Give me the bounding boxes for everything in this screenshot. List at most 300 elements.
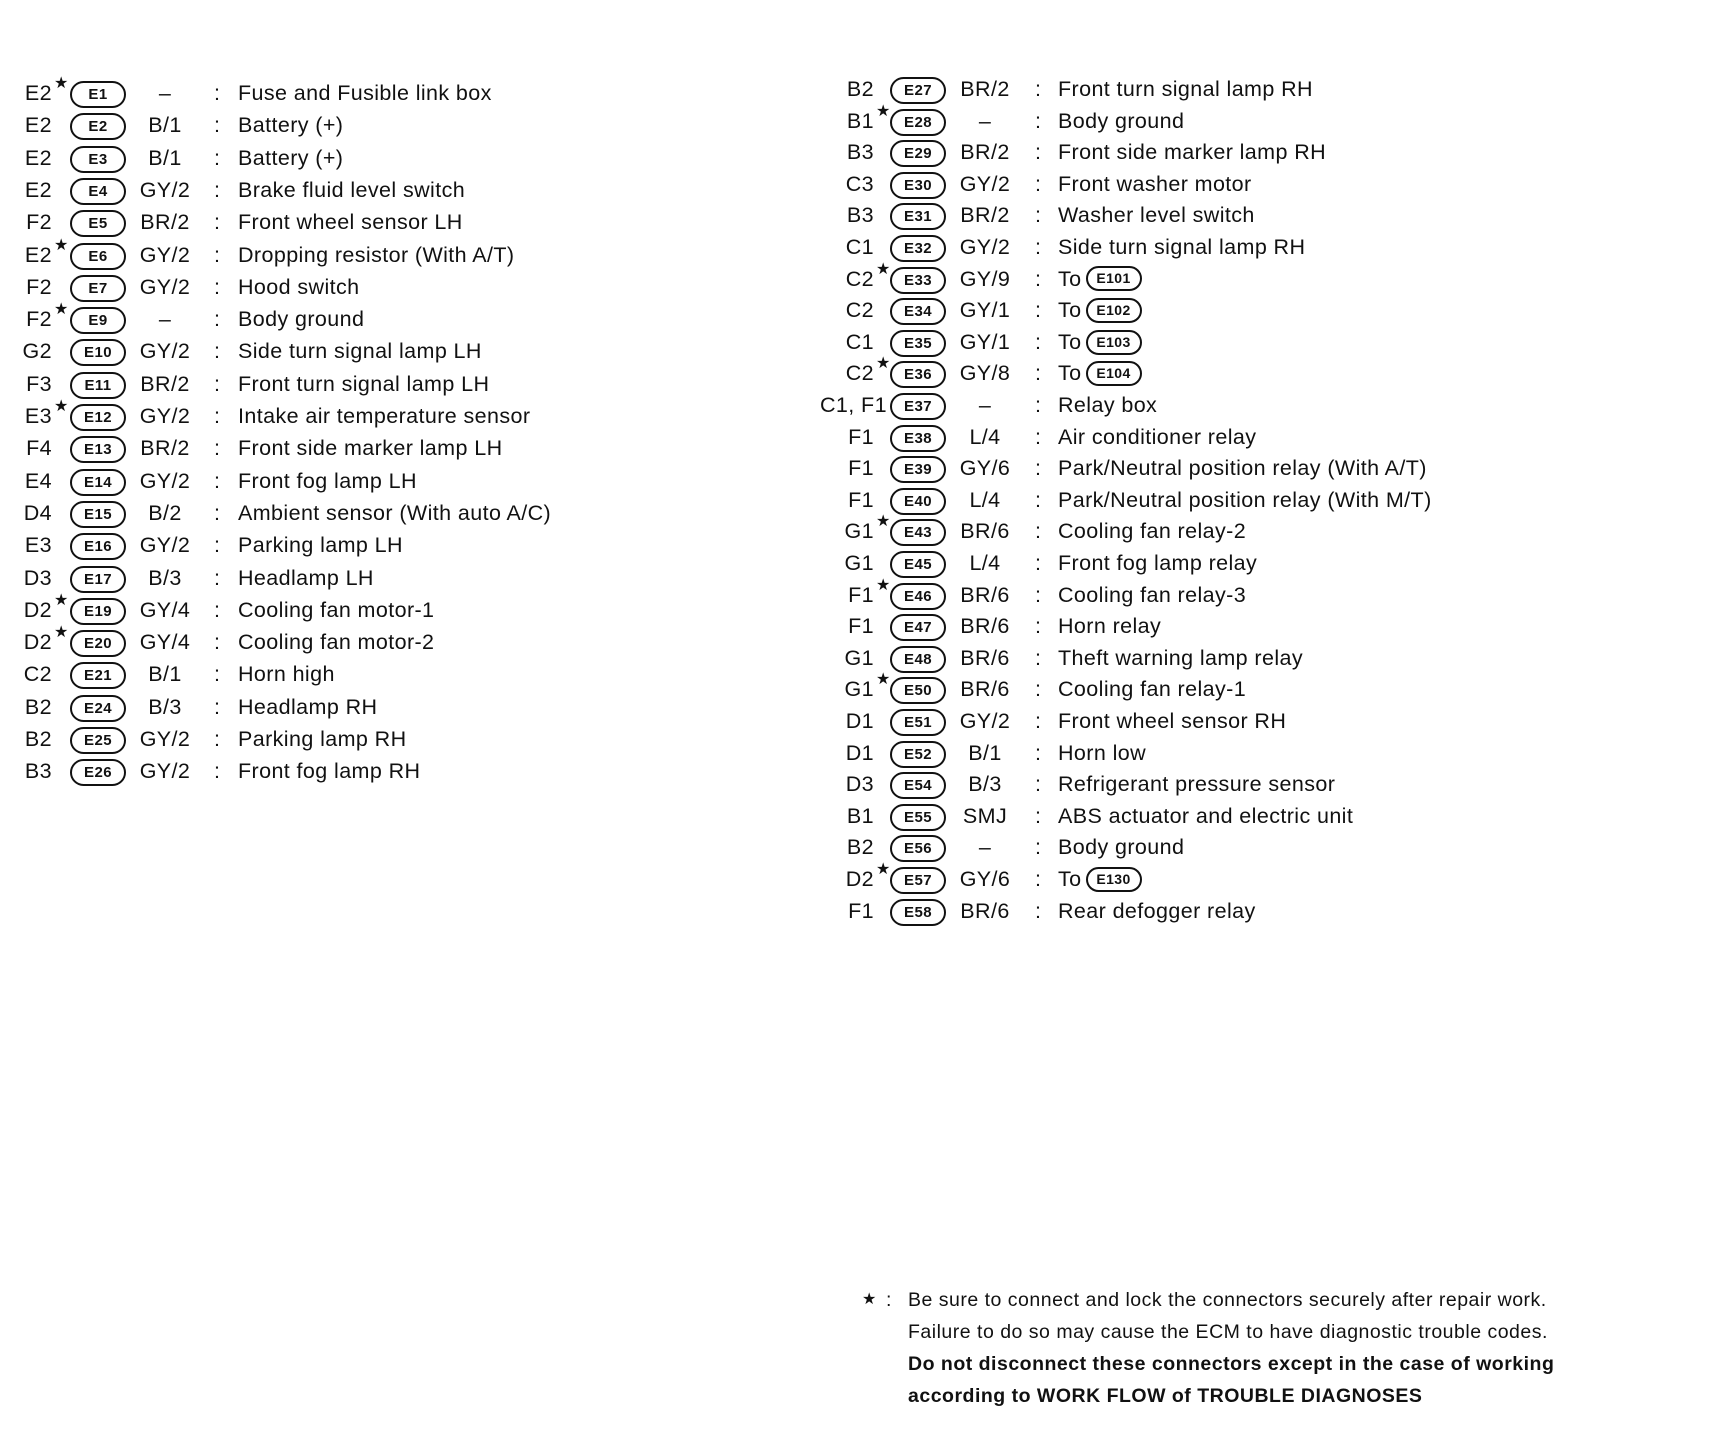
connector-badge: E2 (70, 113, 126, 140)
grid-location: B1 (846, 108, 874, 133)
connector-description (1058, 611, 1161, 641)
connector-description (238, 692, 377, 722)
connector-description (238, 369, 489, 399)
description-text: Air conditioner relay (1058, 424, 1257, 449)
connector-type: GY/2 (139, 468, 191, 493)
connector-description (1058, 169, 1252, 199)
connector-badge: E45 (890, 551, 946, 578)
connector-description (1058, 200, 1255, 230)
connector-badge: E6 (70, 243, 126, 270)
connector-type: GY/4 (139, 630, 191, 655)
grid-location: F2 (26, 307, 52, 332)
target-connector-badge: E103 (1086, 330, 1142, 355)
description-text: Park/Neutral position relay (With M/T) (1058, 487, 1432, 512)
connector-badge: E43 (890, 519, 946, 546)
connector-description (1058, 485, 1432, 515)
footnote-line-1: Be sure to connect and lock the connectors securely after repair work. (908, 1289, 1547, 1311)
separator-colon: : (1035, 740, 1042, 765)
separator-colon: : (1035, 77, 1042, 101)
connector-type: BR/2 (960, 203, 1010, 228)
grid-location: F1 (848, 582, 874, 607)
grid-location: F3 (26, 371, 52, 396)
description-text: Front turn signal lamp RH (1058, 77, 1313, 101)
grid-location: B3 (846, 140, 874, 165)
separator-colon: : (1035, 329, 1042, 354)
connector-badge: E36 (890, 361, 946, 388)
connector-badge: E12 (70, 404, 126, 431)
separator-colon: : (214, 727, 221, 751)
grid-location: E2 (24, 81, 52, 105)
connector-description (1058, 769, 1335, 799)
separator-colon: : (1035, 108, 1042, 133)
connector-description (1058, 738, 1146, 768)
connector-type: B/2 (148, 500, 182, 525)
connector-badge: E3 (70, 146, 126, 173)
footnote-line-4: according to WORK FLOW of TROUBLE DIAGNOSES (908, 1385, 1423, 1407)
connector-badge: E4 (70, 178, 126, 205)
star-icon: ★ (876, 861, 891, 878)
connector-badge: E30 (890, 172, 946, 199)
description-text: To (1058, 867, 1082, 891)
connector-type: BR/2 (960, 140, 1010, 165)
separator-colon: : (214, 307, 221, 332)
separator-colon: : (214, 565, 221, 590)
star-icon: ★ (54, 75, 69, 92)
connector-description (1058, 580, 1246, 610)
connector-type: BR/6 (960, 645, 1010, 670)
connector-type: GY/1 (959, 298, 1011, 323)
description-text: Brake fluid level switch (238, 177, 466, 202)
description-text: Park/Neutral position relay (With A/T) (1058, 456, 1427, 481)
separator-colon: : (214, 759, 221, 784)
description-text: Rear defogger relay (1058, 898, 1256, 923)
connector-badge: E31 (890, 203, 946, 230)
connector-badge: E48 (890, 646, 946, 673)
grid-location: B3 (846, 203, 874, 228)
connector-description (238, 595, 434, 625)
star-icon: ★ (54, 591, 69, 609)
connector-badge: E55 (890, 804, 946, 831)
description-text: Front side marker lamp RH (1058, 140, 1327, 165)
separator-colon: : (214, 404, 221, 428)
connector-type: – (978, 108, 992, 133)
separator-colon: : (1035, 835, 1042, 860)
separator-colon: : (1035, 456, 1042, 481)
connector-type: GY/6 (959, 456, 1011, 481)
connector-badge: E13 (70, 436, 126, 463)
connector-description (1058, 548, 1257, 578)
connector-description (238, 304, 364, 334)
connector-badge: E9 (70, 307, 126, 334)
connector-description (238, 272, 360, 302)
connector-type: GY/2 (139, 727, 191, 751)
separator-colon: : (214, 500, 221, 525)
connector-badge: E21 (70, 662, 126, 689)
connector-badge: E15 (70, 501, 126, 528)
grid-location: D2 (845, 867, 874, 891)
connector-description (1058, 801, 1353, 831)
connector-type: GY/2 (139, 339, 191, 364)
connector-type: B/3 (968, 772, 1002, 797)
connector-badge: E56 (890, 835, 946, 862)
grid-location: C2 (845, 266, 874, 291)
connector-description (238, 466, 417, 496)
connector-badge: E1 (70, 81, 126, 108)
connector-type: B/3 (148, 565, 182, 590)
separator-colon: : (1035, 487, 1042, 512)
connector-badge: E58 (890, 899, 946, 926)
separator-colon: : (1035, 266, 1042, 291)
connector-type: GY/6 (959, 867, 1011, 891)
connector-description (1058, 643, 1303, 673)
separator-colon: : (1035, 614, 1042, 639)
star-icon: ★ (862, 1291, 877, 1308)
grid-location: F1 (848, 614, 874, 639)
target-connector-badge: E104 (1086, 361, 1142, 386)
connector-type: GY/8 (959, 361, 1011, 386)
connector-badge: E14 (70, 469, 126, 496)
connector-description (1058, 453, 1427, 483)
grid-location: B3 (24, 759, 52, 784)
connector-badge: E33 (890, 267, 946, 294)
connector-badge: E54 (890, 772, 946, 799)
grid-location: C2 (845, 298, 874, 323)
description-text: Ambient sensor (With auto A/C) (238, 500, 552, 525)
separator-colon: : (214, 371, 221, 396)
separator-colon: : (1035, 393, 1042, 417)
connector-description (1058, 832, 1184, 862)
description-text: Hood switch (238, 274, 360, 299)
description-text: Fuse and Fusible link box (238, 81, 492, 105)
description-text: Front washer motor (1058, 171, 1252, 196)
separator-colon: : (214, 436, 221, 461)
description-text: Side turn signal lamp RH (1058, 235, 1306, 259)
description-text: To (1058, 298, 1082, 323)
separator-colon: : (214, 662, 221, 687)
connector-type: BR/2 (140, 371, 190, 396)
connector-badge: E25 (70, 727, 126, 754)
description-text: Body ground (1058, 835, 1185, 860)
connector-type: GY/2 (959, 709, 1011, 733)
description-text: To (1058, 329, 1082, 354)
connector-type: B/1 (148, 113, 182, 138)
separator-colon: : (1035, 298, 1042, 323)
connector-description (1058, 674, 1246, 704)
connector-type: GY/2 (139, 274, 191, 299)
separator-colon: : (1035, 898, 1042, 923)
connector-badge: E35 (890, 330, 946, 357)
connector-description (1058, 390, 1157, 420)
grid-location: C1 (845, 235, 874, 259)
separator-colon: : (1035, 424, 1042, 449)
connector-badge: E29 (890, 140, 946, 167)
grid-location: E3 (24, 404, 52, 428)
grid-location: F1 (848, 487, 874, 512)
star-icon: ★ (54, 301, 69, 319)
grid-location: G2 (22, 339, 52, 364)
separator-colon: : (1035, 867, 1042, 891)
description-text: Body ground (238, 307, 365, 332)
connector-badge: E10 (70, 339, 126, 366)
connector-description (1058, 706, 1286, 736)
connector-badge: E37 (890, 393, 946, 420)
description-text: Headlamp LH (238, 565, 374, 590)
grid-location: G1 (844, 519, 874, 544)
separator-colon: : (214, 597, 221, 622)
connector-description (238, 498, 551, 528)
star-icon: ★ (876, 102, 891, 120)
description-text: Battery (+) (238, 145, 344, 170)
footnote-line-3: Do not disconnect these connectors except in the case of working (908, 1353, 1555, 1375)
connector-badge: E5 (70, 210, 126, 237)
grid-location: C1 (845, 329, 874, 354)
separator-colon: : (214, 81, 221, 105)
separator-colon: : (1035, 551, 1042, 575)
connector-badge: E7 (70, 275, 126, 302)
separator-colon: : (214, 694, 221, 719)
connector-badge: E26 (70, 759, 126, 786)
description-text: Front side marker lamp LH (238, 436, 503, 461)
connector-type: GY/2 (139, 533, 191, 558)
description-text: Theft warning lamp relay (1058, 645, 1304, 670)
connector-type: L/4 (969, 551, 1001, 575)
grid-location: C1, F1 (820, 393, 887, 417)
connector-badge: E52 (890, 741, 946, 768)
grid-location: E2 (24, 145, 52, 170)
description-text: Cooling fan motor-2 (238, 630, 435, 655)
connector-type: B/1 (148, 145, 182, 170)
connector-description (238, 240, 514, 270)
connector-type: – (978, 393, 992, 417)
connector-description (238, 143, 343, 173)
connector-description (238, 433, 503, 463)
separator-colon: : (1035, 519, 1042, 544)
connector-type: BR/2 (140, 436, 190, 461)
grid-location: B2 (24, 694, 52, 719)
star-icon: ★ (876, 513, 891, 531)
description-text: Front wheel sensor RH (1058, 709, 1287, 733)
connector-description (1058, 295, 1142, 325)
connector-description (1058, 264, 1142, 294)
connector-type: GY/2 (139, 404, 191, 428)
connector-description (238, 756, 420, 786)
grid-location: D1 (845, 740, 874, 765)
connector-description (1058, 74, 1313, 104)
connector-description (1058, 864, 1142, 894)
separator-colon: : (1035, 709, 1042, 733)
grid-location: C2 (845, 361, 874, 386)
connector-description (1058, 896, 1256, 926)
target-connector-badge: E102 (1086, 298, 1142, 323)
connector-description (238, 659, 335, 689)
connector-description (1058, 106, 1184, 136)
connector-type: BR/6 (960, 582, 1010, 607)
description-text: To (1058, 361, 1082, 386)
connector-description (238, 563, 374, 593)
grid-location: D1 (845, 709, 874, 733)
grid-location: B2 (24, 727, 52, 751)
connector-badge: E16 (70, 533, 126, 560)
connector-type: L/4 (969, 487, 1001, 512)
description-text: Refrigerant pressure sensor (1058, 772, 1336, 797)
grid-location: D3 (845, 772, 874, 797)
connector-type: GY/2 (139, 177, 191, 202)
grid-location: F1 (848, 424, 874, 449)
connector-type: B/1 (968, 740, 1002, 765)
description-text: Cooling fan relay-2 (1058, 519, 1247, 544)
separator-colon: : (1035, 203, 1042, 228)
grid-location: G1 (844, 551, 874, 575)
connector-type: BR/6 (960, 677, 1010, 702)
connector-description (238, 627, 434, 657)
star-icon: ★ (54, 236, 69, 254)
connector-type: GY/4 (139, 597, 191, 622)
connector-badge: E28 (890, 109, 946, 136)
separator-colon: : (214, 533, 221, 558)
separator-colon: : (1035, 140, 1042, 165)
connector-description (1058, 137, 1326, 167)
connector-description (238, 401, 530, 431)
description-text: Battery (+) (238, 113, 344, 138)
star-icon: ★ (876, 260, 891, 278)
description-text: Relay box (1058, 393, 1158, 417)
star-icon: ★ (54, 624, 69, 642)
description-text: ABS actuator and electric unit (1058, 803, 1354, 828)
separator-colon: : (214, 339, 221, 364)
grid-location: B2 (846, 835, 874, 860)
connector-badge: E40 (890, 488, 946, 515)
connector-type: – (158, 81, 172, 105)
separator-colon: : (1035, 235, 1042, 259)
separator-colon: : (214, 145, 221, 170)
grid-location: C3 (845, 171, 874, 196)
star-icon: ★ (876, 576, 891, 594)
connector-badge: E32 (890, 235, 946, 262)
connector-type: GY/9 (959, 266, 1011, 291)
description-text: Horn high (238, 662, 335, 687)
connector-type: BR/6 (960, 898, 1010, 923)
connector-badge: E11 (70, 372, 126, 399)
connector-description (238, 110, 343, 140)
connector-description (238, 336, 482, 366)
separator-colon: : (1035, 645, 1042, 670)
grid-location: D2 (23, 597, 52, 622)
grid-location: F1 (848, 898, 874, 923)
grid-location: F1 (848, 456, 874, 481)
separator-colon: : (214, 468, 221, 493)
connector-badge: E47 (890, 614, 946, 641)
connector-badge: E34 (890, 298, 946, 325)
grid-location: E2 (24, 242, 52, 267)
description-text: Horn low (1058, 740, 1147, 765)
connector-badge: E57 (890, 867, 946, 894)
connector-description (1058, 516, 1246, 546)
description-text: Body ground (1058, 108, 1185, 133)
connector-description (1058, 327, 1142, 357)
connector-type: BR/6 (960, 614, 1010, 639)
connector-badge: E38 (890, 425, 946, 452)
connector-type: GY/1 (959, 329, 1011, 354)
target-connector-badge: E130 (1086, 867, 1142, 892)
connector-badge: E50 (890, 677, 946, 704)
connector-description (238, 724, 407, 754)
grid-location: F4 (26, 436, 52, 461)
connector-badge: E46 (890, 583, 946, 610)
separator-colon: : (1035, 772, 1042, 797)
description-text: Side turn signal lamp LH (238, 339, 482, 364)
description-text: Headlamp RH (238, 694, 378, 719)
separator-colon: : (1035, 171, 1042, 196)
connector-type: B/1 (148, 662, 182, 687)
separator-colon: : (214, 242, 221, 267)
separator-colon: : (214, 630, 221, 655)
grid-location: B1 (846, 803, 874, 828)
separator-colon: : (1035, 677, 1042, 702)
connector-type: L/4 (969, 424, 1001, 449)
connector-type: GY/2 (959, 235, 1011, 259)
description-text: Front turn signal lamp LH (238, 371, 490, 396)
connector-type: – (978, 835, 992, 860)
footnote-body (908, 1284, 1708, 1412)
grid-location: E3 (24, 533, 52, 558)
connector-description (1058, 358, 1142, 388)
connector-badge: E17 (70, 566, 126, 593)
grid-location: D4 (23, 500, 52, 525)
connector-type: SMJ (962, 803, 1008, 828)
description-text: Cooling fan relay-3 (1058, 582, 1247, 607)
grid-location: D3 (23, 565, 52, 590)
grid-location: E2 (24, 113, 52, 138)
grid-location: G1 (844, 645, 874, 670)
target-connector-badge: E101 (1086, 266, 1142, 291)
connector-description (238, 78, 492, 108)
description-text: Intake air temperature sensor (238, 404, 531, 428)
separator-colon: : (1035, 803, 1042, 828)
connector-description (238, 530, 403, 560)
separator-colon: : (214, 113, 221, 138)
description-text: Front wheel sensor LH (238, 210, 463, 235)
grid-location: F2 (26, 274, 52, 299)
description-text: Front fog lamp RH (238, 759, 421, 784)
grid-location: B2 (846, 77, 874, 101)
description-text: Front fog lamp LH (238, 468, 417, 493)
separator-colon: : (1035, 582, 1042, 607)
grid-location: D2 (23, 630, 52, 655)
footnote-line-2: Failure to do so may cause the ECM to have diagnostic trouble codes. (908, 1321, 1548, 1343)
grid-location: F2 (26, 210, 52, 235)
grid-location: E4 (24, 468, 52, 493)
star-icon: ★ (876, 671, 891, 689)
description-text: Parking lamp RH (238, 727, 407, 751)
connector-badge: E20 (70, 630, 126, 657)
grid-location: C2 (23, 662, 52, 687)
footnote-colon: : (886, 1289, 892, 1311)
connector-type: B/3 (148, 694, 182, 719)
connector-badge: E24 (70, 695, 126, 722)
grid-location: E2 (24, 177, 52, 202)
description-text: To (1058, 266, 1082, 291)
separator-colon: : (214, 274, 221, 299)
description-text: Dropping resistor (With A/T) (238, 242, 515, 267)
description-text: Cooling fan relay-1 (1058, 677, 1247, 702)
connector-description (238, 175, 465, 205)
star-icon: ★ (54, 398, 69, 415)
connector-type: GY/2 (139, 759, 191, 784)
connector-badge: E39 (890, 456, 946, 483)
connector-description (1058, 232, 1305, 262)
connector-type: BR/2 (140, 210, 190, 235)
description-text: Parking lamp LH (238, 533, 403, 558)
